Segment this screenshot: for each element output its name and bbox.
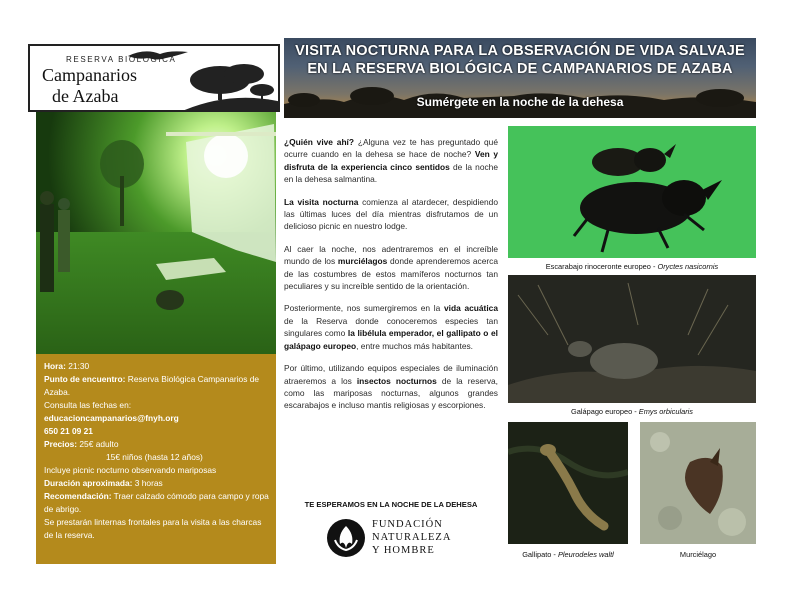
info-duracion: Duración aproximada: 3 horas: [44, 478, 163, 488]
logo-line1: RESERVA BIOLÓGICA: [66, 55, 177, 64]
call-to-action: TE ESPERAMOS EN LA NOCHE DE LA DEHESA: [304, 500, 478, 509]
reserve-logo: [28, 44, 280, 112]
newt-photo: [508, 422, 628, 544]
european-pond-turtle-photo: [508, 275, 756, 403]
info-picnic: Incluye picnic nocturno observando mariposas: [44, 465, 217, 475]
bat-photo-image: [640, 422, 756, 544]
email-link[interactable]: educacioncampanarios@fnyh.org: [44, 413, 179, 423]
header-subtitle: Sumérgete en la noche de la dehesa: [416, 95, 624, 109]
paragraph-2: La visita nocturna comienza al atardecer, despidiendo las últimas luces del día mientras disfrutamos de un delicioso picnic en nuestro lodge.: [284, 196, 498, 232]
paragraph-4: Posteriormente, nos sumergiremos en la vida acuática de la Reserva donde conoceremos especies tan singulares como la libélula emperador, el gallipato o el galápago europeo, entre muchos más habitantes.: [284, 303, 499, 351]
logo-line3: de Azaba: [52, 86, 119, 106]
header-title-line1: VISITA NOCTURNA PARA LA OBSERVACIÓN DE VIDA SALVAJE: [295, 43, 745, 59]
info-recomendacion: Recomendación: Traer calzado cómodo para campo y ropa de abrigo.: [44, 491, 269, 514]
header-title-line2: EN LA RESERVA BIOLÓGICA DE CAMPANARIOS DE AZABA: [307, 61, 733, 77]
beetle-photo: [508, 126, 756, 258]
turtle-photo: [508, 275, 756, 403]
sharp-ribbed-newt-photo: [508, 422, 628, 544]
foundation-name: FUNDACIÓN NATURALEZA Y HOMBRE: [372, 519, 452, 556]
turtle-caption: Galápago europeo - Emys orbicularis: [570, 407, 693, 416]
paragraph-1: ¿Quién vive ahí? ¿Alguna vez te has preguntado qué ocurre cuando en la dehesa se hace de noche? Ven y disfruta de la experiencia cinco sentidos de la noche en la dehesa salmantina.: [284, 137, 498, 185]
info-precios: Precios: 25€ adulto: [44, 439, 119, 449]
rhinoceros-beetle-photo: [508, 126, 756, 258]
info-consulta: Consulta las fechas en:: [44, 400, 132, 410]
paragraph-3: Al caer la noche, nos adentraremos en el increíble mundo de los murciélagos donde aprenderemos acerca de las costumbres de estos mamíferos nocturnos tan peculiares y su increíble sentido de la orientación.: [284, 243, 498, 292]
night-scene-photo: [36, 112, 276, 354]
beetle-caption: Escarabajo rinoceronte europeo - Oryctes nasicornis: [545, 262, 719, 271]
newt-caption: Gallipato - Pleurodeles waltl: [522, 550, 614, 559]
info-hora: Hora: 21:30: [44, 361, 90, 371]
foundation-logo: [326, 516, 466, 560]
info-linternas: Se prestarán linternas frontales para la visita a las charcas de la reserva.: [44, 517, 262, 540]
header-banner: [284, 38, 756, 118]
logo-line2: Campanarios: [42, 65, 137, 85]
night-light-trap-photo: [36, 112, 276, 354]
event-info-box: [36, 354, 276, 564]
bat-photo: [640, 422, 756, 544]
description-text: [284, 136, 498, 422]
foundation-emblem-icon: [326, 518, 366, 558]
info-punto: Punto de encuentro: Reserva Biológica Campanarios de Azaba.: [44, 374, 260, 397]
phone-link[interactable]: 650 21 09 21: [44, 426, 93, 436]
bat-caption: Murciélago: [679, 550, 717, 559]
info-precios-child: 15€ niños (hasta 12 años): [106, 452, 203, 462]
paragraph-5: Por último, utilizando equipos especiales de iluminación atraeremos a los insectos nocturnos de la reserva, como las mariposas nocturnas, algunos grandes escarabajos e incluso mantis religiosas y escorpiones.: [284, 363, 499, 411]
